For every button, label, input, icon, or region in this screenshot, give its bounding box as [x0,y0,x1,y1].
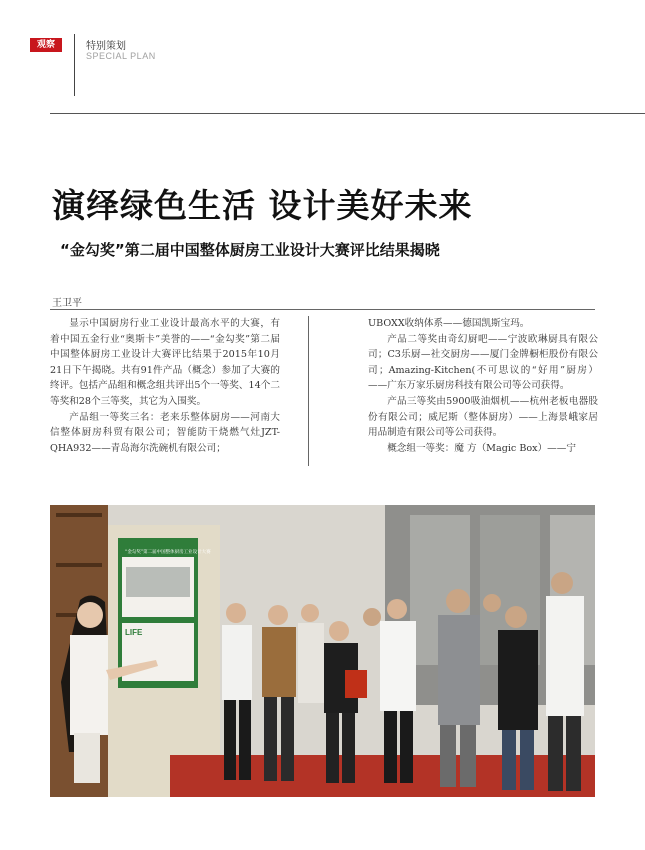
section-title-cn: 特别策划 [86,41,126,52]
article-title: 演绎绿色生活 设计美好未来 [52,186,473,225]
column-divider [308,316,309,466]
header-divider [74,34,75,96]
paragraph: 显示中国厨房行业工业设计最高水平的大赛，有着中国五金行业“奥斯卡”美誉的——“金勾奖”第二届中国整体厨房工业设计大赛评比结果于2015年10月21日下午揭晓。共有91件产品（概念）参加了大赛的终评。包括产品组和概念组共评出5个一等奖、14个二等奖和28个三等奖，其它为入围奖。 [50,318,280,407]
body-column-left [50,316,280,456]
section-tag: 观察 [30,38,62,52]
section-title-en: SPECIAL PLAN [86,51,156,61]
paragraph: 概念组一等奖：魔 方（Magic Box）——宁 [387,442,576,454]
poster-logo: LIFE [125,628,143,637]
paragraph: 产品二等奖由奇幻厨吧——宁波欧琳厨具有限公司；C3乐厨—社交厨房——厦门金牌橱柜股份有限公司；Amazing-Kitchen(不可思议的“好用”厨房）——广东万家乐厨房科技有限公司等公司获得。 [368,333,598,392]
paragraph: 产品三等奖由5900吸油烟机——杭州老板电器股份有限公司；威尼斯（整体厨房）——上海景峨家居用品制造有限公司等公司获得。 [368,395,598,439]
author-rule [50,309,595,310]
article-author: 王卫平 [52,298,82,309]
paragraph: UBOXX收纳体系——德国凯斯宝玛。 [368,318,530,329]
poster-title: “金勾奖”第二届中国整体厨房工业设计大赛 [125,550,211,555]
event-photo [50,505,595,797]
article-subtitle: “金勾奖”第二届中国整体厨房工业设计大赛评比结果揭晓 [60,241,440,259]
header-rule [50,113,645,114]
body-column-right [368,316,598,456]
paragraph: 产品组一等奖三名：老来乐整体厨房——河南大信整体厨房科贸有限公司；智能防干烧燃气灶JZT-QHA932——青岛海尔洗碗机有限公司； [50,411,280,454]
